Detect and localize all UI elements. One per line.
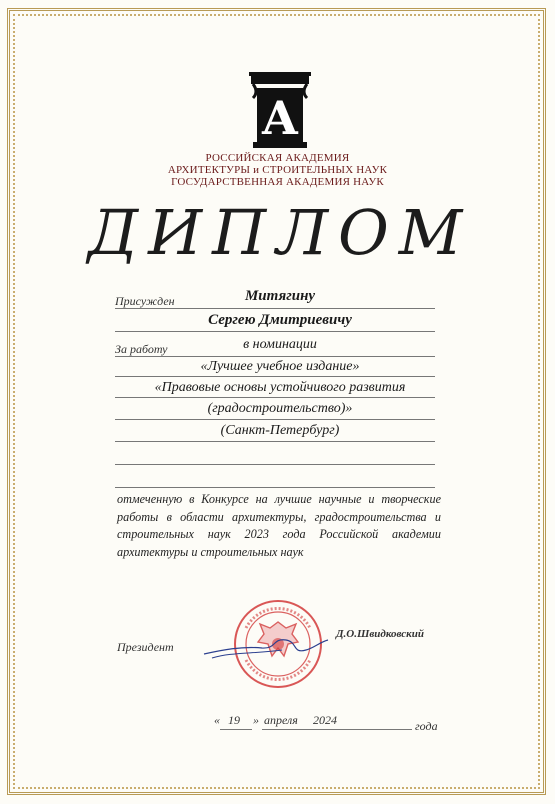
rule-line [115,331,435,332]
date-month: апреля [264,713,298,727]
date-close-quote: » [253,713,259,727]
president-name: Д.О.Швидковский [336,628,424,640]
work-label: За работу [115,342,168,356]
awarded-label: Присужден [115,294,175,308]
logo-letter: А [261,91,299,145]
rule-line [115,487,435,488]
work-title-line2: (градостроительство)» [207,401,353,416]
president-label: Президент [117,640,174,654]
nomination-text: в номинации [243,337,317,352]
city-text: (Санкт-Петербург) [220,423,340,438]
date-day: 19 [228,713,240,727]
diploma-title: ДИПЛОМ [87,196,473,269]
rule-line [115,441,435,442]
academy-logo-icon [249,72,311,148]
award-description: отмеченную в Конкурсе на лучшие научные и творческие работы в области архитектуры, градостроительства и строительных наук 2023 года Российской академии архитектуры и строительных наук [117,492,441,559]
rule-line [115,464,435,465]
academy-name-line2: АРХИТЕКТУРЫ и СТРОИТЕЛЬНЫХ НАУК [167,164,388,176]
rule-line [115,376,435,377]
date-open-quote: « [214,713,220,727]
date-day-line [220,729,252,730]
recipient-name: Сергею Дмитриевичу [208,312,352,328]
rule-line [115,397,435,398]
work-title-line1: «Правовые основы устойчивого развития [154,380,406,395]
recipient-surname: Митягину [244,288,316,304]
date-suffix: года [415,719,438,733]
rule-line [115,419,435,420]
academy-name-line3: ГОСУДАРСТВЕННАЯ АКАДЕМИЯ НАУК [171,176,384,188]
date-year: 2024 [313,713,337,727]
academy-name-line1: РОССИЙСКАЯ АКАДЕМИЯ [205,152,350,164]
nomination-title: «Лучшее учебное издание» [200,359,360,374]
date-month-line [262,729,412,730]
signature-icon [202,628,332,668]
